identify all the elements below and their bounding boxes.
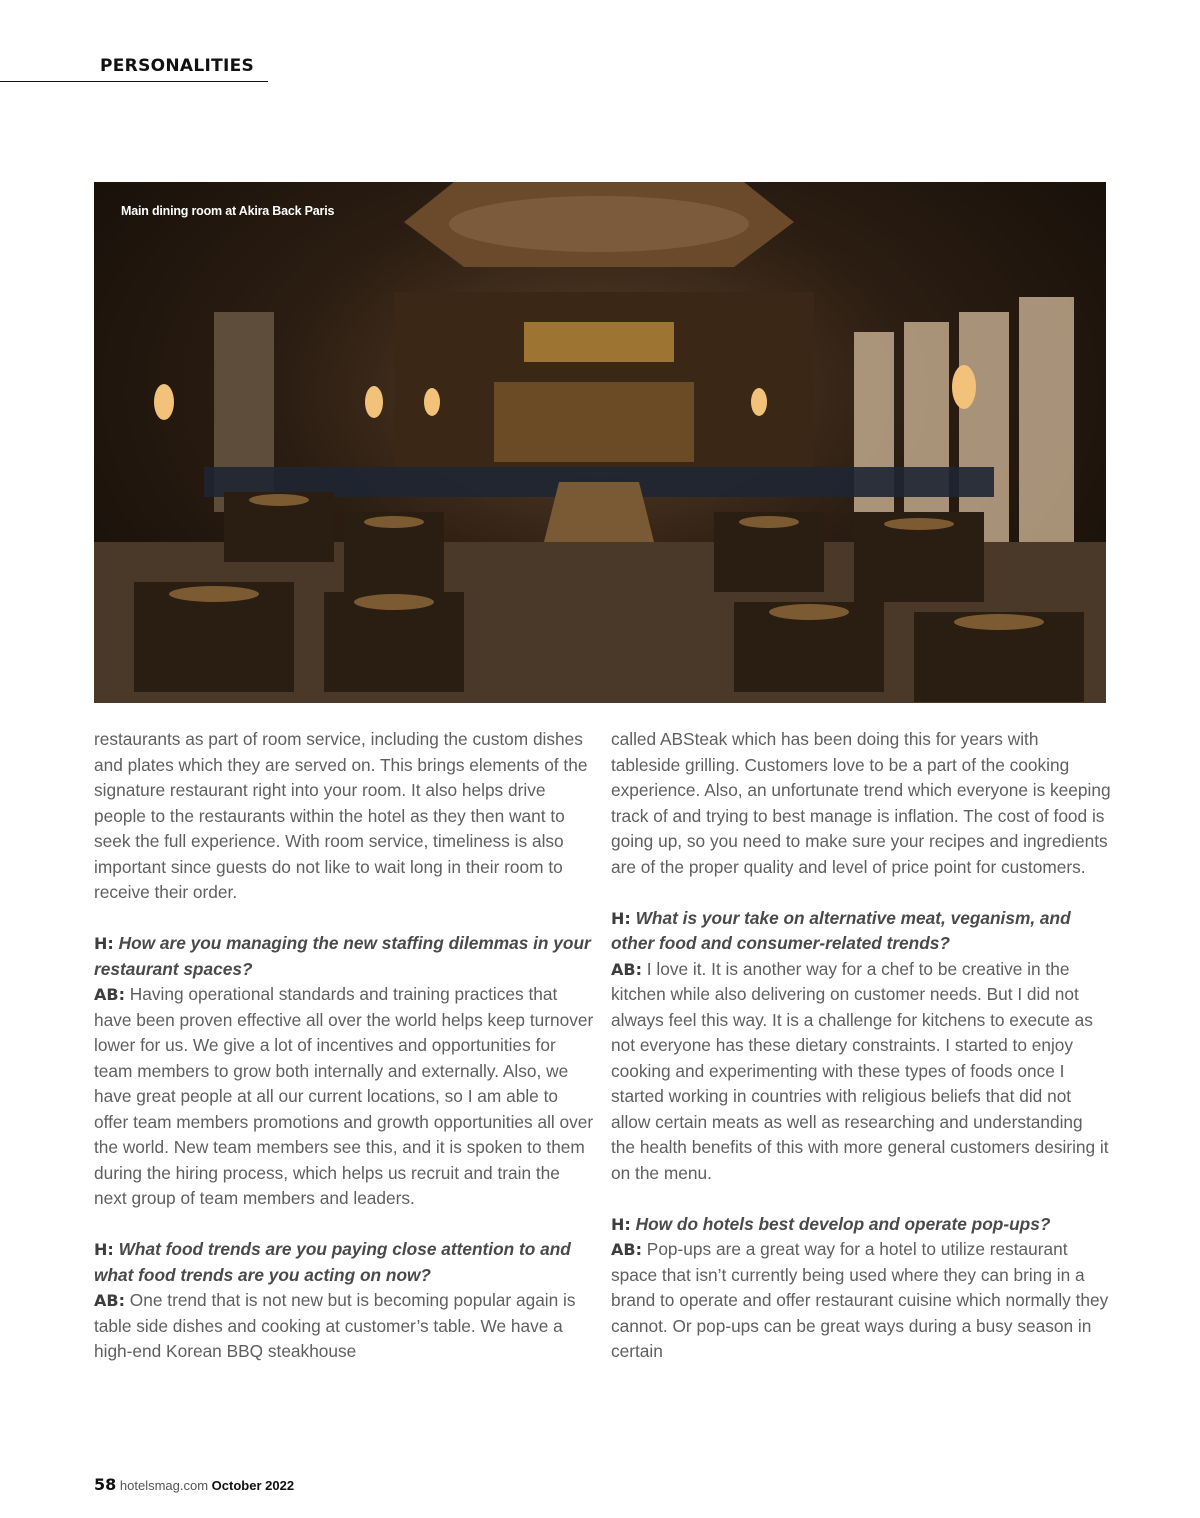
answer-text: Having operational standards and training practices that have been proven effective all over the world helps keep turnover lower for us. We give a lot of incentives and opportunities for team members to grow both internally and externally. Also, we have great people at all our current locations, so I am able to offer team members promotions and growth opportunities all over the world. New team members see this, and it is spoken to them during the hiring process, which helps us recruit and train the next group of team members and leaders. bbox=[94, 984, 594, 1208]
answer-label: AB: bbox=[94, 1291, 125, 1310]
question-label: H: bbox=[611, 1214, 631, 1234]
answer-label: AB: bbox=[611, 959, 642, 979]
answer-text: One trend that is not new but is becoming popular again is table side dishes and cooking at customer’s table. We have a high-end Korean BBQ steakhouse bbox=[94, 1290, 576, 1361]
qa-block bbox=[611, 1212, 1111, 1365]
question-text: How are you managing the new staffing dilemmas in your restaurant spaces? bbox=[94, 933, 591, 979]
paragraph: called ABSteak which has been doing this for years with tableside grilling. Customers love to be a part of the cooking experience. Also, an unfortunate trend which everyone is keeping track of and trying to best manage is inflation. The cost of food is going up, so you need to make sure your recipes and ingredients are of the proper quality and level of price point for customers. bbox=[611, 729, 1111, 877]
dining-room-photo bbox=[94, 182, 1106, 703]
section-title: PERSONALITIES bbox=[100, 56, 255, 76]
answer-text: Pop-ups are a great way for a hotel to utilize restaurant space that isn’t currently being used where they can bring in a brand to operate and offer restaurant cuisine which normally they cannot. Or pop-ups can be great ways during a busy season in certain bbox=[611, 1239, 1109, 1361]
qa-block bbox=[94, 1237, 594, 1365]
section-header bbox=[0, 56, 268, 82]
central-table bbox=[544, 482, 654, 542]
page-footer bbox=[94, 1475, 294, 1494]
left-column bbox=[94, 727, 594, 1390]
question-label: H: bbox=[94, 934, 114, 953]
page-number: 58 bbox=[94, 1475, 117, 1494]
answer-label: AB: bbox=[611, 1240, 642, 1259]
question-text: What food trends are you paying close attention to and what food trends are you acting on now? bbox=[94, 1239, 571, 1285]
question-text: What is your take on alternative meat, veganism, and other food and consumer-related trends? bbox=[611, 907, 1071, 953]
chandelier bbox=[524, 322, 674, 362]
qa-block bbox=[94, 931, 594, 1212]
issue-date: October 2022 bbox=[211, 1478, 295, 1493]
question-label: H: bbox=[611, 908, 631, 928]
question-label: H: bbox=[94, 1240, 114, 1259]
dining-room-illustration bbox=[94, 182, 1106, 703]
photo-caption: Main dining room at Akira Back Paris bbox=[121, 204, 335, 218]
question-text: How do hotels best develop and operate pop-ups? bbox=[635, 1213, 1051, 1234]
site-name: hotelsmag.com bbox=[119, 1478, 209, 1493]
answer-label: AB: bbox=[94, 985, 125, 1004]
qa-block bbox=[611, 906, 1111, 1187]
right-column bbox=[611, 727, 1111, 1390]
answer-text: I love it. It is another way for a chef to be creative in the kitchen while also delivering on customer needs. But I did not always feel this way. It is a challenge for kitchens to execute as not everyone has these dietary constraints. I started to enjoy cooking and experimenting with these types of foods once I started working in countries with religious beliefs that did not allow certain meats as well as researching and understanding the health benefits of this with more general customers desiring it on the menu. bbox=[611, 958, 1109, 1183]
paragraph: restaurants as part of room service, including the custom dishes and plates which they are served on. This brings elements of the signature restaurant right into your room. It also helps drive people to the restaurants within the hotel as they then want to seek the full experience. With room service, timeliness is also important since guests do not like to wait long in their room to receive their order. bbox=[94, 729, 588, 902]
